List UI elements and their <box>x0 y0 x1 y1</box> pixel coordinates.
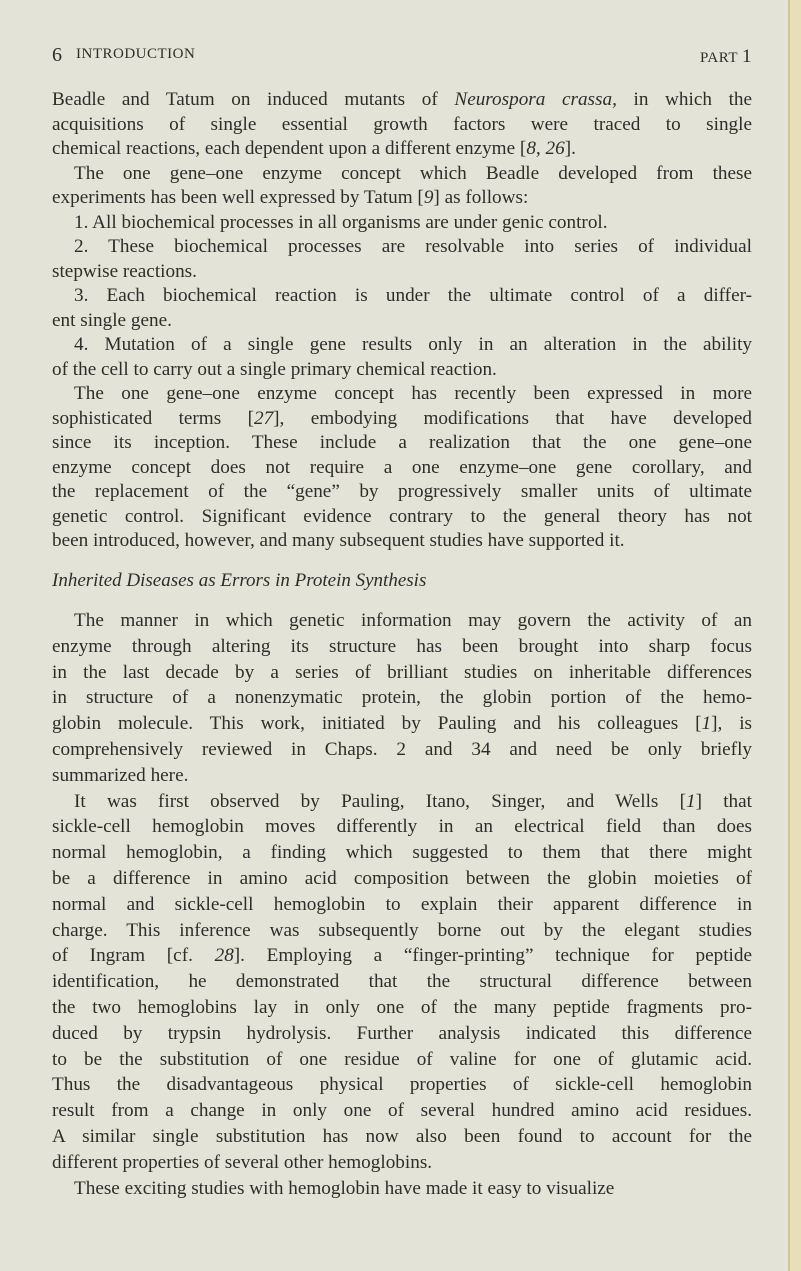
text-run: normal and sickle-cell hemoglobin to explain their apparent difference in <box>52 893 752 915</box>
paragraph <box>52 333 752 382</box>
text-run: identification, he demonstrated that the structural difference between <box>52 971 752 993</box>
text-line <box>52 284 752 309</box>
text-line <box>52 333 752 358</box>
text-line <box>52 814 752 840</box>
paragraph <box>52 789 752 1176</box>
text-run: chemical reactions, each dependent upon a different enzyme [ <box>52 138 527 159</box>
text-run: Beadle and Tatum on induced mutants of <box>52 89 455 110</box>
text-line <box>52 660 752 686</box>
text-run: in which the <box>616 89 753 110</box>
text-run: ]. Employing a “finger-printing” technique for peptide <box>233 945 753 967</box>
text-run: be a difference in amino acid composition between the globin moieties of <box>52 867 752 889</box>
paragraph <box>52 382 752 554</box>
italic-text: 1 <box>701 713 712 735</box>
text-line <box>52 608 752 634</box>
text-run: result from a change in only one of several hundred amino acid residues. <box>52 1100 752 1122</box>
text-line <box>52 431 752 456</box>
paragraph <box>52 162 752 211</box>
page-edge <box>788 0 801 1271</box>
text-line <box>52 480 752 505</box>
text-line <box>52 1072 752 1098</box>
text-run: duced by trypsin hydrolysis. Further analysis indicated this difference <box>52 1022 752 1044</box>
text-line <box>52 866 752 892</box>
text-run: 1. All biochemical processes in all organisms are under genic control. <box>74 211 608 233</box>
part-word: PART <box>699 50 738 66</box>
text-line <box>52 137 752 162</box>
text-run: comprehensively reviewed in Chaps. 2 and 34 and need be only briefly <box>52 738 752 760</box>
text-run: The one gene–one enzyme concept has recently been expressed in more <box>74 383 752 404</box>
paragraph <box>52 284 752 333</box>
text-run: the replacement of the “gene” by progressively smaller units of ultimate <box>52 481 752 502</box>
text-line <box>52 892 752 918</box>
text-line <box>52 737 752 763</box>
text-run: A similar single substitution has now also been found to account for the <box>52 1125 752 1147</box>
paragraph <box>52 211 752 236</box>
chapter-title: INTRODUCTION <box>76 46 196 62</box>
text-line <box>52 211 752 236</box>
text-run: ], embodying modifications that have developed <box>273 407 752 429</box>
paragraph <box>52 1176 752 1202</box>
text-line <box>52 88 752 113</box>
text-line <box>52 1021 752 1047</box>
text-run: globin molecule. This work, initiated by Pauling and his colleagues [ <box>52 713 702 735</box>
italic-text: Neurospora crassa, <box>454 89 617 110</box>
text-line <box>52 969 752 995</box>
text-run: the two hemoglobins lay in only one of the many peptide fragments pro- <box>52 996 752 1018</box>
text-run: sophisticated terms [ <box>52 407 254 429</box>
text-line <box>52 162 752 187</box>
text-run: in the last decade by a series of brilliant studies on inheritable differences <box>52 661 752 683</box>
text-run: summarized here. <box>52 764 189 786</box>
text-run: in structure of a nonenzymatic protein, the globin portion of the hemo- <box>52 687 752 709</box>
text-run: since its inception. These include a realization that the one gene–one <box>52 432 752 453</box>
text-line <box>52 789 752 815</box>
text-line <box>52 1047 752 1073</box>
italic-text: 28 <box>214 945 234 967</box>
text-run: acquisitions of single essential growth factors were traced to single <box>52 113 752 135</box>
text-line <box>52 358 752 383</box>
text-run: charge. This inference was subsequently borne out by the elegant studies <box>52 919 752 941</box>
text-line <box>52 235 752 260</box>
text-line <box>52 113 752 138</box>
text-run: 4. Mutation of a single gene results only in an alteration in the ability <box>74 334 752 355</box>
text-run: of the cell to carry out a single primary chemical reaction. <box>52 358 497 380</box>
text-run: 2. These biochemical processes are resolvable into series of individual <box>74 236 752 257</box>
text-run: ]. <box>564 138 576 159</box>
text-line <box>52 407 752 432</box>
text-line <box>52 1098 752 1124</box>
part-number: 1 <box>742 46 752 67</box>
text-line <box>52 1150 752 1176</box>
italic-text: 8, 26 <box>526 138 565 159</box>
text-run: ] as follows: <box>433 187 529 208</box>
text-run: stepwise reactions. <box>52 260 197 282</box>
text-line <box>52 529 752 554</box>
italic-text: 9 <box>423 187 434 208</box>
text-run: sickle-cell hemoglobin moves differently in an electrical field than does <box>52 816 752 838</box>
text-run: to be the substitution of one residue of valine for one of glutamic acid. <box>52 1048 752 1070</box>
text-line <box>52 943 752 969</box>
text-run: These exciting studies with hemoglobin have made it easy to visualize <box>74 1177 615 1199</box>
italic-text: 27 <box>253 407 274 429</box>
text-run: genetic control. Significant evidence contrary to the general theory has not <box>52 505 752 527</box>
text-run: The manner in which genetic information may govern the activity of an <box>74 610 752 631</box>
paragraph <box>52 88 752 162</box>
section-body-2 <box>52 608 752 1201</box>
text-run: normal hemoglobin, a finding which suggested to them that there might <box>52 842 752 864</box>
section-body-1 <box>52 88 752 554</box>
text-line <box>52 634 752 660</box>
text-line <box>52 763 752 789</box>
text-line <box>52 840 752 866</box>
text-line <box>52 456 752 481</box>
section-heading: Inherited Diseases as Errors in Protein Synthesis <box>52 570 427 591</box>
part-label <box>700 46 752 68</box>
text-run: different properties of several other hemoglobins. <box>52 1151 433 1173</box>
text-line <box>52 685 752 711</box>
text-run: The one gene–one enzyme concept which Beadle developed from these <box>74 162 752 184</box>
text-line <box>52 186 752 211</box>
page-number: 6 <box>52 44 63 66</box>
text-run: enzyme through altering its structure has been brought into sharp focus <box>52 635 752 657</box>
text-run: ], is <box>711 713 752 735</box>
text-line <box>52 918 752 944</box>
text-line <box>52 1124 752 1150</box>
text-line <box>52 1176 752 1202</box>
text-run: of Ingram [cf. <box>52 945 215 967</box>
paragraph <box>52 235 752 284</box>
paragraph <box>52 608 752 789</box>
text-line <box>52 382 752 407</box>
text-line <box>52 309 752 334</box>
text-run: It was first observed by Pauling, Itano, Singer, and Wells [ <box>74 790 686 812</box>
text-line <box>52 260 752 285</box>
text-line <box>52 995 752 1021</box>
text-run: Thus the disadvantageous physical properties of sickle-cell hemoglobin <box>52 1074 752 1096</box>
text-line <box>52 711 752 737</box>
text-run: 3. Each biochemical reaction is under the ultimate control of a differ- <box>74 285 752 306</box>
text-run: experiments has been well expressed by Tatum [ <box>52 187 424 208</box>
text-run: ent single gene. <box>52 309 172 331</box>
running-header <box>52 44 752 70</box>
text-run: enzyme concept does not require a one enzyme–one gene corollary, and <box>52 456 752 478</box>
text-line <box>52 505 752 530</box>
text-run: ] that <box>695 790 752 812</box>
text-run: been introduced, however, and many subsequent studies have supported it. <box>52 530 625 551</box>
italic-text: 1 <box>686 790 696 812</box>
